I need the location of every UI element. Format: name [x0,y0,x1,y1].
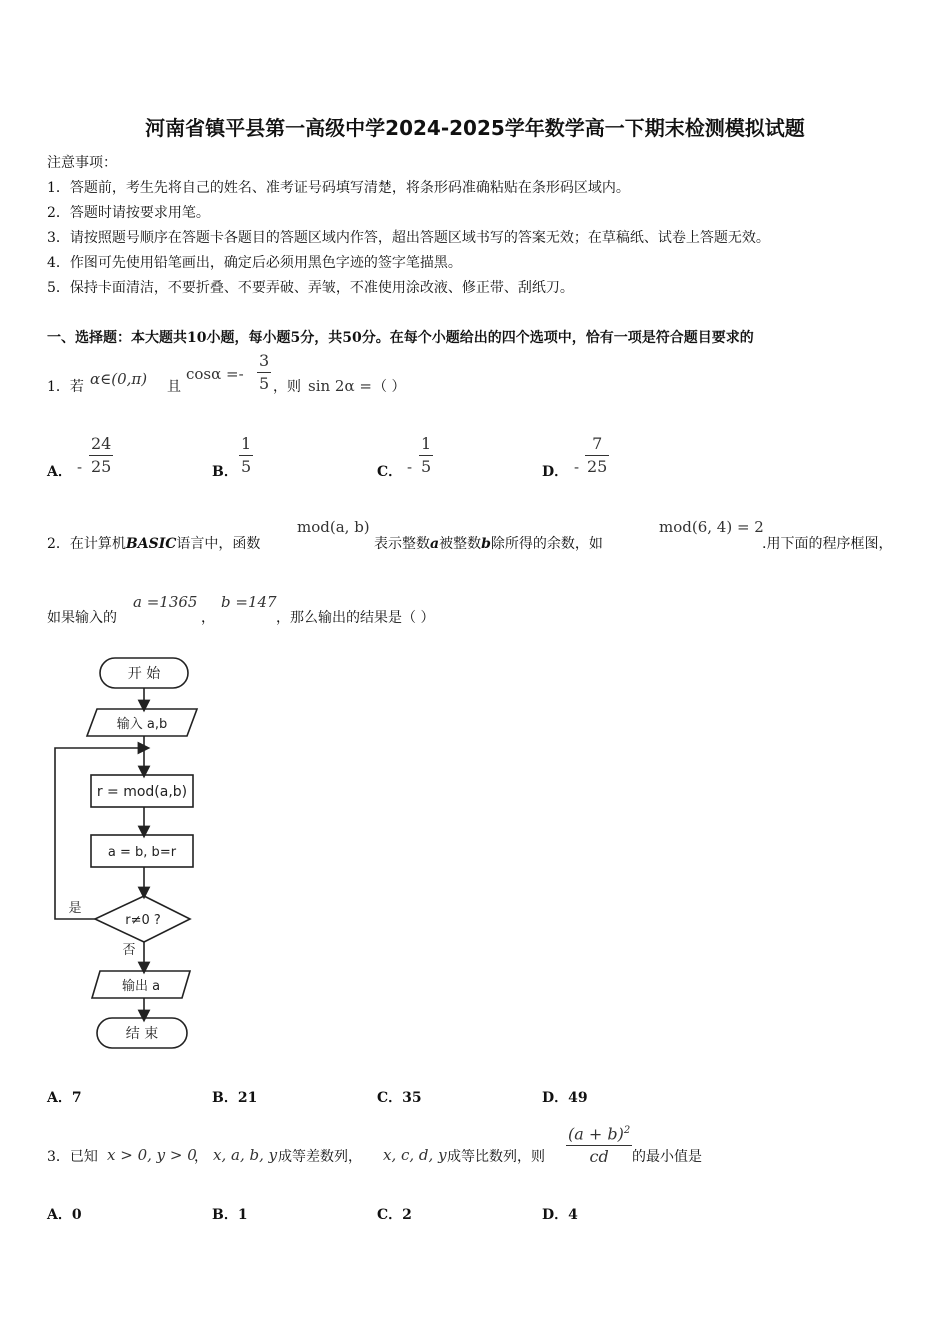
option-value: 35 [402,1090,422,1106]
q3-fraction-base: (a + b) [568,1124,624,1144]
q2-line2-a: 如果输入的 [47,610,117,626]
q2-option-a [47,1087,82,1107]
q2-text-1 [47,533,260,553]
fraction-numerator: 1 [419,433,433,456]
fraction-numerator: 7 [585,433,609,456]
q2-text-3: .用下面的程序框图， [762,536,893,552]
q3-text-4: 的最小值是 [632,1149,702,1165]
option-value: 4 [568,1207,578,1223]
q2-comma: ， [201,610,215,626]
note-item: 1．答题前，考生先将自己的姓名、准考证号码填写清楚，将条形码准确粘贴在条形码区域内。 [47,180,630,196]
q3-option-c [377,1204,412,1224]
q1-option-c-fraction [419,433,433,478]
note-item: 4．作图可先使用铅笔画出，确定后必须用黑色字迹的签字笔描黑。 [47,255,462,271]
flowchart-step1-label: r = mod(a,b) [96,784,188,800]
q2-mod-example: mod(6, 4) = 2 [659,518,764,536]
option-label: A． [47,1207,72,1223]
option-label: D． [542,1207,569,1223]
flowchart-output-label: 输出 a [121,979,161,994]
q2-text-2 [374,533,603,553]
q1-condition-range: α∈(0,π) [90,370,148,388]
q3-sequence-2: x, c, d, y [383,1146,447,1164]
q2-basic: BASIC [125,536,177,552]
q1-option-d-sign: - [574,458,580,476]
flowchart-condition-label: r≠0 ? [125,913,161,928]
flowchart [45,650,215,1060]
q1-option-d-label: D． [542,464,569,480]
q1-fraction-denominator: 5 [259,374,270,393]
page-title: 河南省镇平县第一高级中学2024-2025学年数学高一下期末检测模拟试题 [145,116,805,140]
flowchart-loop-arrow [55,748,144,919]
fraction-denominator: 5 [421,457,432,476]
note-item: 3．请按照题号顺序在答题卡各题目的答题区域内作答，超出答题区域书写的答案无效；在草稿纸、试卷上答题无效。 [47,230,770,246]
q3-text-3: 成等比数列，则 [447,1149,545,1165]
q3-number: 3．已知 [47,1149,98,1165]
option-value: 7 [71,1090,82,1106]
q1-option-b-label: B． [212,464,238,480]
q1-blank: （ ） [373,379,406,395]
q1-option-b-fraction [239,433,253,478]
q1-fraction-numerator: 3 [257,350,271,373]
q2-option-b [212,1087,257,1107]
note-item: 5．保持卡面清洁，不要折叠、不要弄破、弄皱，不准使用涂改液、修正带、刮纸刀。 [47,280,574,296]
option-label: B． [212,1207,238,1223]
q3-option-b [212,1204,248,1224]
q3-fraction-denominator: cd [589,1147,609,1167]
q1-number: 1．若 [47,379,84,395]
flowchart-start-label: 开 始 [127,666,161,682]
option-label: B． [212,1090,238,1106]
option-value: 1 [237,1207,248,1223]
q3-option-a [47,1204,82,1224]
q2-mod-function: mod(a, b) [297,518,370,536]
q2-part: 语言中，函数 [176,536,261,552]
option-label: A． [47,1090,72,1106]
flowchart-end-label: 结 束 [125,1026,159,1042]
q2-input-b: b =147 [221,593,277,611]
q3-sequence-1: x, a, b, y [213,1146,278,1164]
option-value: 21 [237,1090,258,1106]
option-label: D． [542,1090,569,1106]
section-heading: 一、选择题：本大题共10小题，每小题5分，共50分。在每个小题给出的四个选项中，恰有一项是符合题目要求的 [47,330,754,346]
q1-condition-cos: cosα =- [186,365,244,383]
option-value: 0 [71,1207,82,1223]
q1-fraction [257,350,271,395]
option-label: C． [377,1207,403,1223]
notes-heading: 注意事项： [47,155,117,171]
fraction-denominator: 25 [587,457,608,476]
q1-and: 且 [167,379,181,395]
q2-var-a: a [430,536,440,552]
q1-option-c-label: C． [377,464,403,480]
q2-part: 表示整数 [374,536,430,552]
note-item: 2．答题时请按要求用笔。 [47,205,210,221]
q1-tail: ，则 [273,379,301,395]
q1-option-d-fraction [585,433,609,478]
q2-part: 除所得的余数，如 [490,536,603,552]
q2-input-a: a =1365 [133,593,198,611]
q1-option-a-fraction [89,433,113,478]
flowchart-step2-label: a = b, b=r [107,845,177,860]
q3-option-d [542,1204,578,1224]
option-value: 49 [568,1090,588,1106]
q3-comma: ， [194,1149,208,1165]
q1-option-c-sign: - [407,458,413,476]
q1-option-a-sign: - [77,458,83,476]
fraction-denominator: 5 [241,457,252,476]
option-value: 2 [402,1207,412,1223]
q3-fraction-numerator [566,1120,632,1146]
q1-option-a-label: A． [47,464,72,480]
q3-fraction-exponent: 2 [623,1125,631,1136]
q2-option-d [542,1087,588,1107]
flowchart-yes-label: 是 [68,901,82,916]
fraction-numerator: 1 [239,433,253,456]
q2-var-b: b [481,536,491,552]
option-label: C． [377,1090,403,1106]
fraction-numerator: 24 [89,433,113,456]
q2-part: 2．在计算机 [47,536,126,552]
fraction-denominator: 25 [91,457,112,476]
q2-line2-b: ，那么输出的结果是（ ） [276,610,435,626]
q3-text-2: 成等差数列， [278,1149,362,1165]
flowchart-input-label: 输入 a,b [116,717,168,732]
q3-fraction [566,1120,632,1168]
q2-part: 被整数 [439,536,482,552]
flowchart-no-label: 否 [122,943,136,958]
q2-option-c [377,1087,422,1107]
q1-expression: sin 2α = [308,377,372,395]
q3-condition: x > 0, y > 0 [107,1146,197,1164]
